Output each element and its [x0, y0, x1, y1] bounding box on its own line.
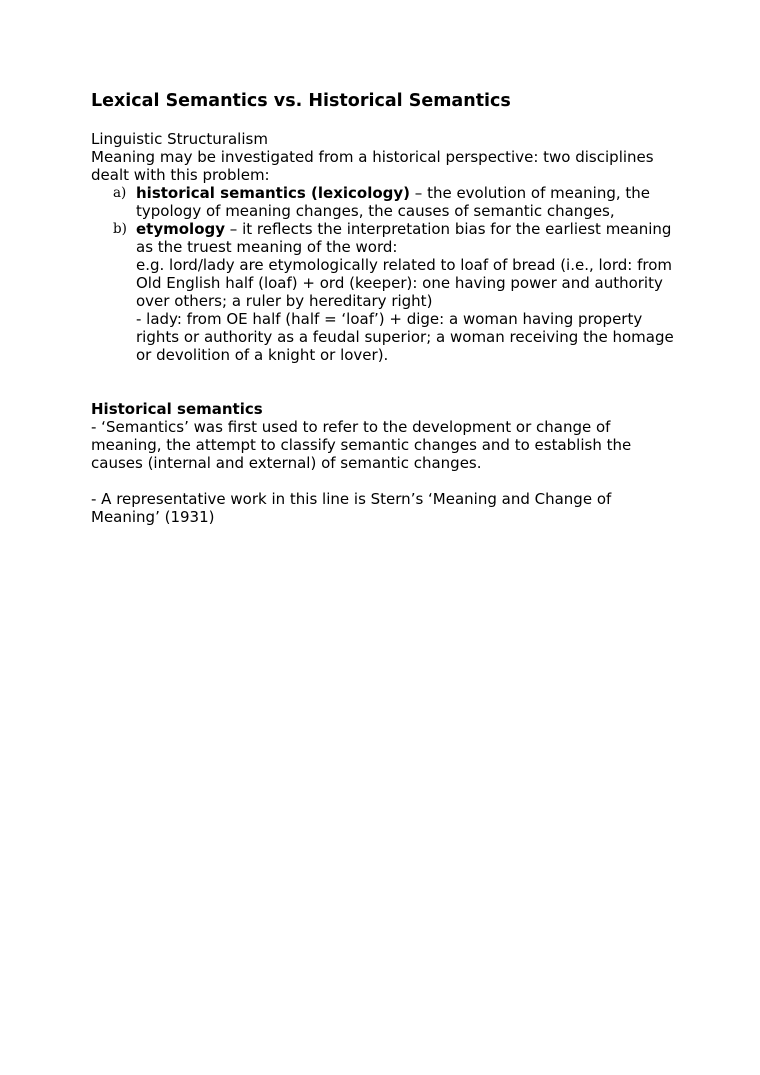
list-item-b	[91, 220, 681, 364]
definition: – the evolution of meaning, the typology of meaning changes, the causes of semantic changes,	[136, 184, 651, 220]
section-paragraph-2: - A representative work in this line is Stern’s ‘Meaning and Change of Meaning’ (1931)	[91, 490, 612, 526]
definition: – it reflects the interpretation bias for the earliest meaning as the truest meaning of the word:	[136, 220, 672, 256]
subtitle: Linguistic Structuralism	[91, 130, 268, 148]
document-title: Lexical Semantics vs. Historical Semantics	[91, 91, 511, 111]
list-marker: b)	[113, 221, 127, 237]
section-heading: Historical semantics	[91, 400, 263, 418]
list-item-text	[136, 184, 681, 220]
list-item-a	[91, 184, 681, 220]
document-page	[91, 90, 681, 526]
example-lady: - lady: from OE half (half = ‘loaf’) + dige: a woman having property rights or authority as a feudal superior; a woman receiving the homage or devolition of a knight or lover).	[136, 310, 674, 364]
spacer	[91, 364, 681, 400]
spacer	[91, 472, 681, 490]
list-item-text	[136, 220, 681, 256]
list-marker: a)	[113, 185, 127, 201]
section-paragraph-1: - ‘Semantics’ was first used to refer to the development or change of meaning, the attempt to classify semantic changes and to establish the causes (internal and external) of semantic changes.	[91, 418, 632, 472]
discipline-list	[91, 184, 681, 364]
term: historical semantics (lexicology)	[136, 184, 411, 202]
term: etymology	[136, 220, 226, 238]
intro-paragraph: Meaning may be investigated from a historical perspective: two disciplines dealt with this problem:	[91, 148, 654, 184]
example-lord: e.g. lord/lady are etymologically related to loaf of bread (i.e., lord: from Old English half (loaf) + ord (keeper): one having power and authority over others; a ruler by hereditary right)	[136, 256, 673, 310]
